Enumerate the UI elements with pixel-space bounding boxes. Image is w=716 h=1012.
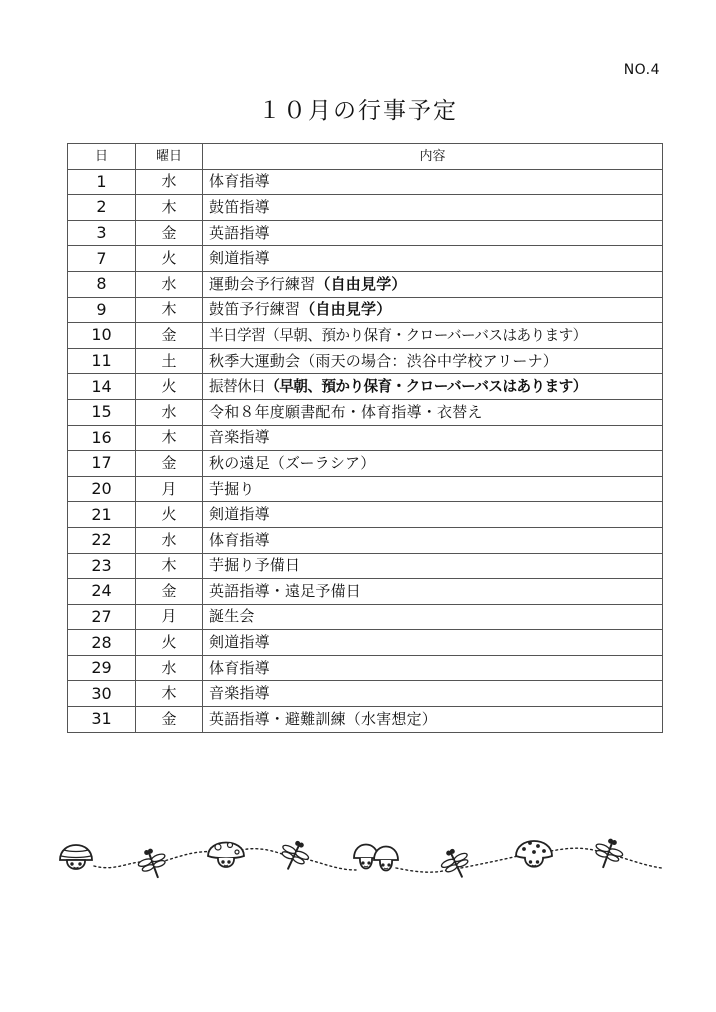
table-row — [68, 195, 663, 221]
row-content — [203, 502, 663, 528]
row-weekday: 金 — [136, 220, 203, 246]
row-weekday: 水 — [136, 655, 203, 681]
row-content-text — [209, 430, 270, 445]
row-content-text — [209, 507, 270, 522]
row-content-part: 体育指導 — [209, 658, 270, 677]
table-header-row — [68, 144, 663, 170]
row-content-text — [209, 709, 438, 728]
row-content-text — [209, 609, 255, 624]
table-row — [68, 502, 663, 528]
row-day: 27 — [68, 604, 136, 630]
dragonfly-icon — [135, 845, 171, 882]
row-weekday: 水 — [136, 527, 203, 553]
row-weekday: 火 — [136, 630, 203, 656]
row-weekday: 金 — [136, 707, 203, 733]
row-weekday: 木 — [136, 681, 203, 707]
row-content — [203, 579, 663, 605]
row-day: 16 — [68, 425, 136, 451]
row-content-text — [209, 174, 270, 189]
table-row — [68, 374, 663, 400]
table-row — [68, 399, 663, 425]
row-content-text — [209, 274, 407, 293]
row-content-part: 剣道指導 — [209, 505, 270, 524]
table-row — [68, 630, 663, 656]
schedule-body — [68, 169, 663, 732]
row-content-part: 体育指導 — [209, 530, 270, 549]
table-row — [68, 297, 663, 323]
row-content — [203, 195, 663, 221]
row-content-text — [209, 402, 483, 421]
row-content-emphasis: （早朝、預かり保育・クローバーバスはあります） — [265, 377, 587, 395]
row-content-text — [209, 558, 300, 573]
table-row — [68, 246, 663, 272]
row-content-part: 鼓笛指導 — [209, 197, 270, 216]
row-day: 11 — [68, 348, 136, 374]
table-row — [68, 553, 663, 579]
row-content-text — [209, 251, 270, 266]
table-row — [68, 348, 663, 374]
row-weekday: 木 — [136, 425, 203, 451]
mushroom-icon — [60, 845, 92, 869]
table-row — [68, 604, 663, 630]
row-content — [203, 220, 663, 246]
row-day: 29 — [68, 655, 136, 681]
page-number: NO.4 — [623, 62, 660, 78]
row-content-part: 鼓笛予行練習 — [209, 300, 301, 319]
row-weekday: 火 — [136, 374, 203, 400]
row-content-text — [209, 658, 270, 677]
column-header-content: 内容 — [203, 144, 663, 170]
row-content — [203, 323, 663, 349]
row-day: 7 — [68, 246, 136, 272]
row-content-text — [209, 686, 270, 701]
row-day: 23 — [68, 553, 136, 579]
row-day: 20 — [68, 476, 136, 502]
table-row — [68, 271, 663, 297]
row-content-part: 芋掘り予備日 — [209, 556, 301, 575]
row-weekday: 月 — [136, 476, 203, 502]
table-row — [68, 707, 663, 733]
row-content — [203, 374, 663, 400]
row-content — [203, 348, 663, 374]
row-content-part: 音楽指導 — [209, 684, 270, 703]
mushroom-icon — [208, 843, 244, 868]
row-content — [203, 297, 663, 323]
row-weekday: 月 — [136, 604, 203, 630]
mushroom-pair-icon — [354, 845, 398, 871]
table-row — [68, 476, 663, 502]
row-content-part: 英語指導・遠足予備日 — [209, 581, 362, 600]
row-day: 30 — [68, 681, 136, 707]
row-content — [203, 399, 663, 425]
row-content — [203, 527, 663, 553]
row-content — [203, 451, 663, 477]
table-row — [68, 579, 663, 605]
row-content — [203, 553, 663, 579]
row-content-part: 運動会予行練習 — [209, 274, 316, 293]
row-day: 2 — [68, 195, 136, 221]
row-content — [203, 246, 663, 272]
row-content — [203, 476, 663, 502]
row-content-part: 秋季大運動会（雨天の場合：渋谷中学校アリーナ） — [209, 351, 559, 370]
row-content-part: 半日学習（早朝、預かり保育・クローバーバスはあります） — [209, 326, 587, 344]
row-content-text — [209, 377, 587, 395]
row-weekday: 金 — [136, 451, 203, 477]
page-title: １０月の行事予定 — [258, 98, 458, 124]
row-day: 15 — [68, 399, 136, 425]
dragonfly-icon — [275, 836, 313, 874]
row-weekday: 木 — [136, 297, 203, 323]
row-day: 9 — [68, 297, 136, 323]
table-row — [68, 681, 663, 707]
row-content-text — [209, 197, 270, 216]
row-content-text — [209, 351, 559, 370]
row-day: 10 — [68, 323, 136, 349]
row-weekday: 火 — [136, 502, 203, 528]
row-day: 17 — [68, 451, 136, 477]
row-day: 22 — [68, 527, 136, 553]
row-content-text — [209, 223, 270, 242]
schedule-table — [67, 143, 663, 733]
row-content-part: 体育指導 — [209, 172, 270, 191]
row-content-text — [209, 581, 362, 600]
row-content-part: 英語指導 — [209, 223, 270, 242]
row-content — [203, 630, 663, 656]
row-weekday: 木 — [136, 553, 203, 579]
row-content-text — [209, 530, 270, 549]
table-row — [68, 451, 663, 477]
row-weekday: 金 — [136, 323, 203, 349]
row-day: 8 — [68, 271, 136, 297]
row-content — [203, 604, 663, 630]
row-content-text — [209, 453, 376, 472]
table-row — [68, 220, 663, 246]
row-content — [203, 271, 663, 297]
row-content-part: 秋の遠足（ズーラシア） — [209, 453, 376, 472]
column-header-weekday: 曜日 — [136, 144, 203, 170]
row-content-part: 英語指導・避難訓練（水害想定） — [209, 709, 438, 728]
row-content-part: 音楽指導 — [209, 428, 270, 447]
row-content-emphasis: （自由見学） — [300, 300, 392, 319]
row-content — [203, 655, 663, 681]
row-weekday: 水 — [136, 169, 203, 195]
row-content-part: 剣道指導 — [209, 633, 270, 652]
row-content — [203, 681, 663, 707]
row-content-text — [209, 635, 270, 650]
table-row — [68, 655, 663, 681]
row-weekday: 土 — [136, 348, 203, 374]
row-day: 3 — [68, 220, 136, 246]
row-content-part: 芋掘り — [209, 479, 255, 498]
row-content-text — [209, 302, 391, 317]
row-day: 24 — [68, 579, 136, 605]
row-content-emphasis: （自由見学） — [315, 274, 407, 293]
row-day: 31 — [68, 707, 136, 733]
mushroom-icon — [516, 841, 552, 867]
row-weekday: 金 — [136, 579, 203, 605]
dragonfly-icon — [437, 844, 475, 882]
row-day: 14 — [68, 374, 136, 400]
dragonfly-icon — [590, 835, 626, 872]
row-content — [203, 169, 663, 195]
row-day: 1 — [68, 169, 136, 195]
row-content-part: 誕生会 — [209, 607, 255, 626]
row-weekday: 木 — [136, 195, 203, 221]
column-header-day: 日 — [68, 144, 136, 170]
table-row — [68, 425, 663, 451]
footer-decoration — [56, 826, 666, 896]
table-row — [68, 323, 663, 349]
table-row — [68, 169, 663, 195]
row-day: 21 — [68, 502, 136, 528]
row-day: 28 — [68, 630, 136, 656]
row-content — [203, 707, 663, 733]
row-content — [203, 425, 663, 451]
table-row — [68, 527, 663, 553]
row-content-part: 剣道指導 — [209, 249, 270, 268]
row-weekday: 水 — [136, 271, 203, 297]
row-weekday: 水 — [136, 399, 203, 425]
row-content-text — [209, 479, 255, 498]
row-content-text — [209, 326, 587, 344]
row-content-part: 振替休日 — [209, 377, 266, 395]
row-content-part: 令和８年度願書配布・体育指導・衣替え — [209, 402, 483, 421]
row-weekday: 火 — [136, 246, 203, 272]
